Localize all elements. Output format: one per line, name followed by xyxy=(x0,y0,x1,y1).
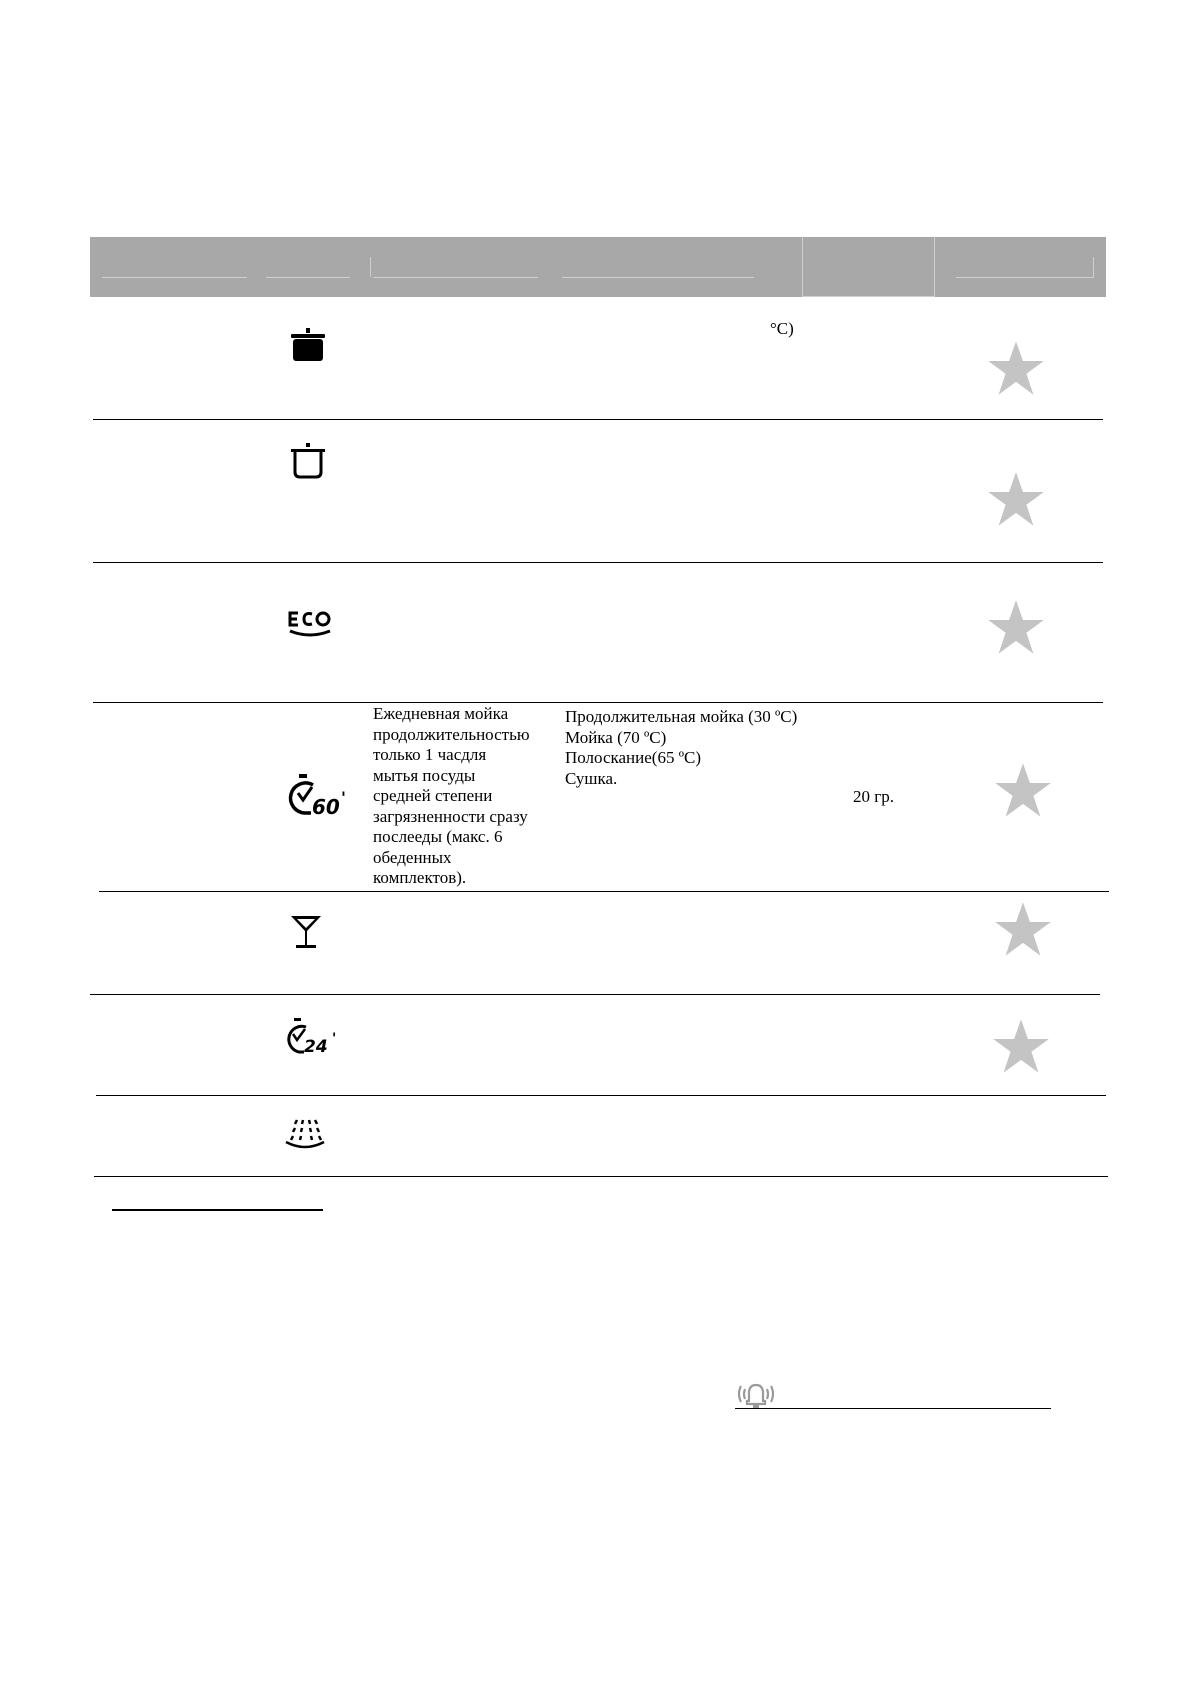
table-row xyxy=(90,703,1110,891)
star-icon xyxy=(987,470,1045,528)
header-cell-line xyxy=(266,277,350,278)
pot-filled-icon xyxy=(288,327,328,367)
header-divider xyxy=(802,237,803,297)
description-line: продолжительностью xyxy=(373,724,530,744)
description-line: Ежедневная мойка xyxy=(373,704,509,723)
table-row xyxy=(90,1096,1106,1176)
alarm-bell-icon xyxy=(735,1380,777,1410)
star-icon xyxy=(987,339,1045,397)
description-line: только 1 часдля xyxy=(373,745,487,764)
timer-24-icon xyxy=(282,1017,342,1057)
cycle-line: Продолжительная мойка (30 ºC) xyxy=(565,707,798,726)
wine-glass-icon xyxy=(288,912,324,952)
svg-text:24: 24 xyxy=(304,1037,328,1057)
table-row xyxy=(90,297,1106,419)
description-line: мытья посуды xyxy=(373,765,476,785)
description-line: обеденных xyxy=(373,847,452,867)
table-header xyxy=(90,237,1106,297)
star-icon xyxy=(992,1017,1050,1075)
header-cell-line xyxy=(956,277,1094,278)
pot-outline-icon xyxy=(288,442,328,482)
svg-text:': ' xyxy=(332,1031,337,1047)
description-line: послееды (макс. 6 xyxy=(373,827,503,846)
header-divider xyxy=(370,257,371,277)
program-description xyxy=(373,704,530,889)
footnote-underline xyxy=(112,1209,323,1211)
rinse-spray-icon xyxy=(283,1116,327,1152)
cycle-line: Мойка (70 ºC) xyxy=(565,727,667,747)
table-row xyxy=(90,892,1106,994)
svg-text:60: 60 xyxy=(312,795,340,819)
row-divider xyxy=(94,1176,1108,1177)
header-cell-line xyxy=(373,277,538,278)
svg-text:': ' xyxy=(341,788,346,807)
star-icon xyxy=(987,598,1045,656)
cycle-line: Полоскание(65 ºC) xyxy=(565,748,701,767)
eco-icon xyxy=(286,608,334,640)
header-divider xyxy=(934,237,935,297)
cycle-description xyxy=(565,707,797,789)
star-icon xyxy=(994,900,1052,958)
temperature-fragment: °C) xyxy=(770,319,794,338)
description-line: средней степени xyxy=(373,786,493,805)
header-cell-line xyxy=(562,277,754,278)
header-cell-line xyxy=(102,277,247,278)
description-line: комплектов). xyxy=(373,868,467,887)
table-row xyxy=(90,563,1106,702)
alarm-underline xyxy=(735,1408,1051,1409)
header-divider xyxy=(1093,257,1094,277)
table-row xyxy=(90,420,1106,562)
detergent-amount: 20 гр. xyxy=(853,787,894,806)
star-icon xyxy=(994,761,1052,819)
cycle-line: Сушка. xyxy=(565,768,618,788)
timer-60-icon xyxy=(285,773,351,819)
table-row xyxy=(90,995,1106,1095)
description-line: загрязненности сразу xyxy=(373,806,528,826)
